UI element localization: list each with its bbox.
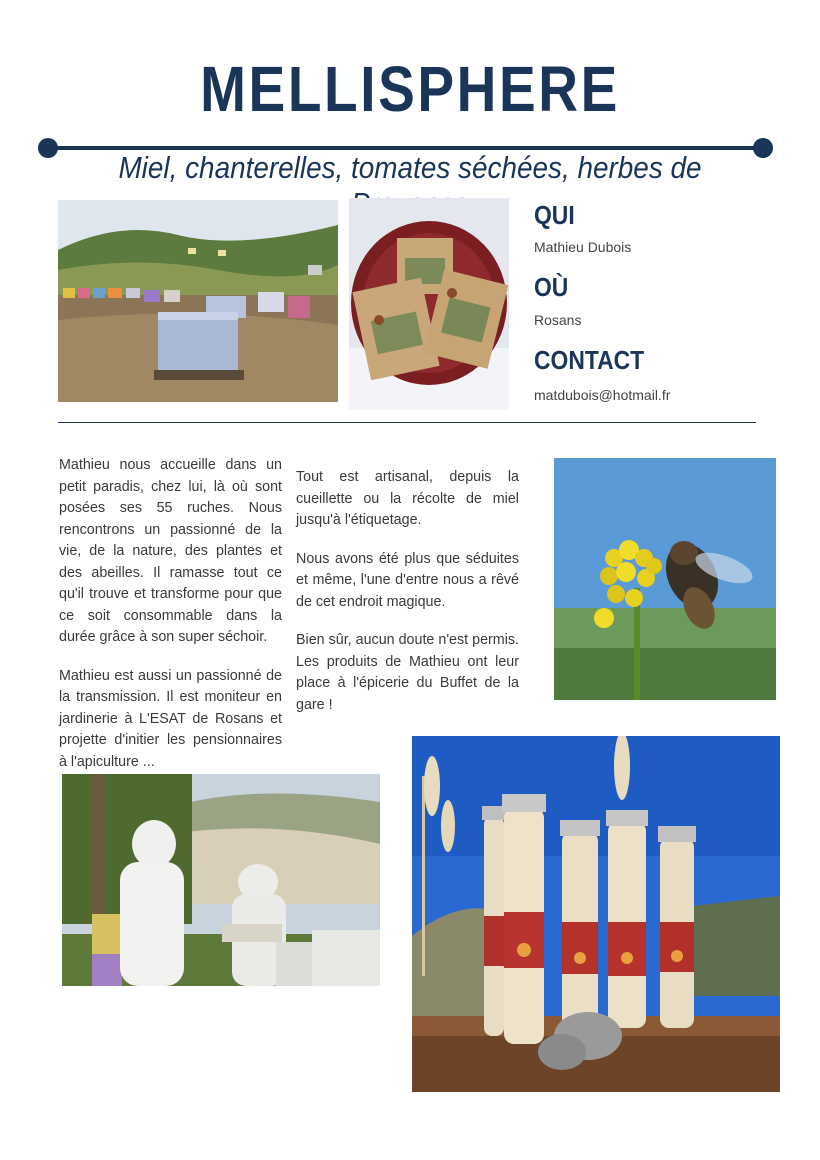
left-paragraph-1: Mathieu nous accueille dans un petit paradis, chez lui, là où sont posées ses 55 ruches. Nous rencontrons un passionné de la vie, de la nature, des plantes et des abeilles. Il ramasse tout ce qu'il trouve et transforme pour que ce soit consommable dans la durée grâce à son super séchoir. bbox=[59, 457, 282, 645]
contact-email[interactable]: matdubois@hotmail.fr bbox=[534, 387, 671, 403]
beekeepers-photo bbox=[62, 774, 380, 986]
rule-right-dot bbox=[753, 138, 773, 158]
ou-value: Rosans bbox=[534, 312, 582, 328]
middle-paragraph-1: Tout est artisanal, depuis la cueillette ou la récolte de miel jusqu'à l'étiquetage. bbox=[296, 469, 519, 528]
middle-paragraph-3: Bien sûr, aucun doute n'est permis. Les produits de Mathieu ont leur place à l'épicerie du Buffet de la gare ! bbox=[296, 632, 519, 713]
section-divider bbox=[58, 422, 756, 423]
page-subtitle: Miel, chanterelles, tomates séchées, herbes de bbox=[118, 150, 702, 185]
herb-packets-photo bbox=[349, 198, 509, 410]
herb-tubes-photo bbox=[412, 736, 780, 1092]
beehives-photo bbox=[58, 200, 338, 402]
qui-label: QUI bbox=[534, 200, 575, 230]
left-column bbox=[59, 455, 282, 790]
qui-value: Mathieu Dubois bbox=[534, 239, 632, 255]
ou-label: OÙ bbox=[534, 272, 569, 302]
middle-paragraph-2: Nous avons été plus que séduites et même, l'une d'entre nous a rêvé de cet endroit magique. bbox=[296, 550, 519, 610]
bee-flower-photo bbox=[554, 458, 776, 700]
middle-column bbox=[296, 467, 519, 733]
page-title: MELLISPHERE bbox=[200, 53, 620, 125]
contact-label: CONTACT bbox=[534, 345, 645, 375]
left-paragraph-2: Mathieu est aussi un passionné de la transmission. Il est moniteur en jardinerie à L'ESAT de Rosans et projette d'initier les pensionnaires à l'apiculture ... bbox=[59, 667, 282, 770]
